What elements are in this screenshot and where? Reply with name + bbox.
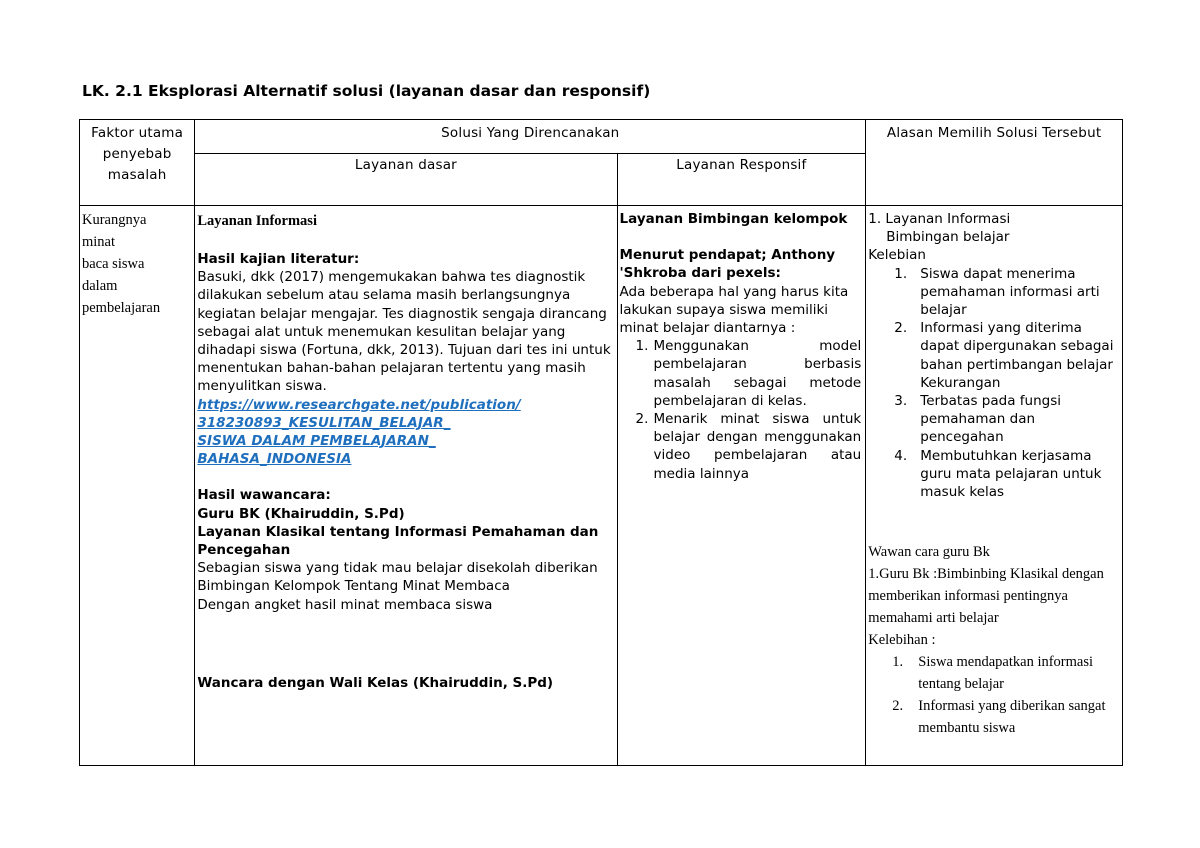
header-alasan: Alasan Memilih Solusi Tersebut — [866, 120, 1123, 206]
list-item: 2. Menarik minat siswa untuk belajar dengan menggunakan video pembelajaran atau media lainnya — [635, 411, 862, 482]
wawan-list — [868, 651, 1120, 739]
reference-link[interactable] — [197, 396, 614, 469]
cell-layanan-responsif — [617, 206, 866, 766]
alasan-line: Bimbingan belajar — [886, 229, 1010, 246]
list-item: 2. Informasi yang diterima dapat dipergunakan sebagai bahan pertimbangan belajar Kekurangan — [894, 320, 1114, 391]
faktor-line: pembelajaran — [82, 300, 161, 316]
cell-faktor — [80, 206, 195, 766]
kelebihan-list — [868, 265, 1120, 502]
responsif-pendapat: Menurut pendapat; Anthony 'Shkroba dari pexels: — [619, 247, 836, 282]
responsif-list — [620, 337, 862, 483]
list-item: 4. Membutuhkan kerjasama guru mata pelajaran untuk masuk kelas — [894, 447, 1102, 501]
wawancara-guru: Guru BK (Khairuddin, S.Pd) — [197, 505, 405, 522]
faktor-line: baca siswa — [82, 256, 145, 272]
kelebian-label: Kelebian — [868, 247, 926, 264]
kelebihan-label: Kelebihan : — [868, 632, 936, 649]
list-item: 3. Terbatas pada fungsi pemahaman dan pencegahan — [894, 393, 1061, 446]
link-line: 318230893_KESULITAN_BELAJAR_ — [197, 414, 451, 431]
faktor-line: Kurangnya — [82, 212, 147, 228]
header-solusi: Solusi Yang Direncanakan — [195, 120, 866, 154]
kajian-text: Basuki, dkk (2017) mengemukakan bahwa tes diagnostik dilakukan sebelum atau selama masih berlangsungnya kegiatan belajar mengajar. Tes diagnostik sengaja dirancang sebagai alat untuk menemukan kesulitan belajar yang dihadapi siswa (Fortuna, dkk, 2013). Tujuan dari tes ini untuk menentukan bahan-bahan pelajaran tertentu yang masih menyulitkan siswa. — [197, 269, 611, 395]
wawancara-text: Sebagian siswa yang tidak mau belajar disekolah diberikan Bimbingan Kelompok Tentang Minat Membaca — [197, 560, 598, 595]
wawancara-text: Dengan angket hasil minat membaca siswa — [197, 596, 493, 613]
list-item: 1. Menggunakan model pembelajaran berbasis masalah sebagai metode pembelajaran di kelas. — [635, 338, 862, 409]
header-layanan-dasar: Layanan dasar — [195, 154, 617, 206]
wawan-title: Wawan cara guru Bk — [868, 544, 990, 561]
header-layanan-responsif: Layanan Responsif — [617, 154, 866, 206]
link-line: SISWA DALAM PEMBELAJARAN_ — [197, 433, 436, 450]
dasar-heading: Layanan Informasi — [197, 213, 317, 229]
list-item: 1. Siswa dapat menerima pemahaman informasi arti belajar — [894, 265, 1100, 319]
faktor-line: dalam — [82, 278, 118, 294]
header-faktor: Faktor utama penyebab masalah — [80, 120, 195, 206]
cell-layanan-dasar — [195, 206, 617, 766]
wawancara-layanan: Layanan Klasikal tentang Informasi Pemahaman dan Pencegahan — [197, 523, 599, 559]
list-item: 1. Siswa mendapatkan informasi tentang belajar — [892, 654, 1094, 693]
link-line: https://www.researchgate.net/publication/ — [197, 396, 521, 413]
faktor-line: minat — [82, 234, 116, 250]
list-item: 2. Informasi yang diberikan sangat membantu siswa — [892, 698, 1106, 737]
alasan-line: 1. Layanan Informasi — [868, 211, 1011, 227]
wawan-section — [868, 541, 1120, 739]
page-title: LK. 2.1 Eksplorasi Alternatif solusi (layanan dasar dan responsif) — [82, 82, 651, 100]
wali-kelas: Wancara dengan Wali Kelas (Khairuddin, S.Pd) — [197, 674, 554, 691]
wawan-text: 1.Guru Bk :Bimbinbing Klasikal dengan memberikan informasi pentingnya memahami arti belajar — [868, 566, 1104, 627]
solution-table — [79, 119, 1123, 766]
cell-alasan — [866, 206, 1123, 766]
kajian-title: Hasil kajian literatur: — [197, 251, 360, 267]
link-line: BAHASA_INDONESIA — [197, 451, 352, 468]
wawancara-title: Hasil wawancara: — [197, 487, 331, 504]
responsif-heading: Layanan Bimbingan kelompok — [619, 211, 848, 227]
responsif-intro: Ada beberapa hal yang harus kita lakukan supaya siswa memiliki minat belajar diantarnya : — [619, 283, 849, 337]
